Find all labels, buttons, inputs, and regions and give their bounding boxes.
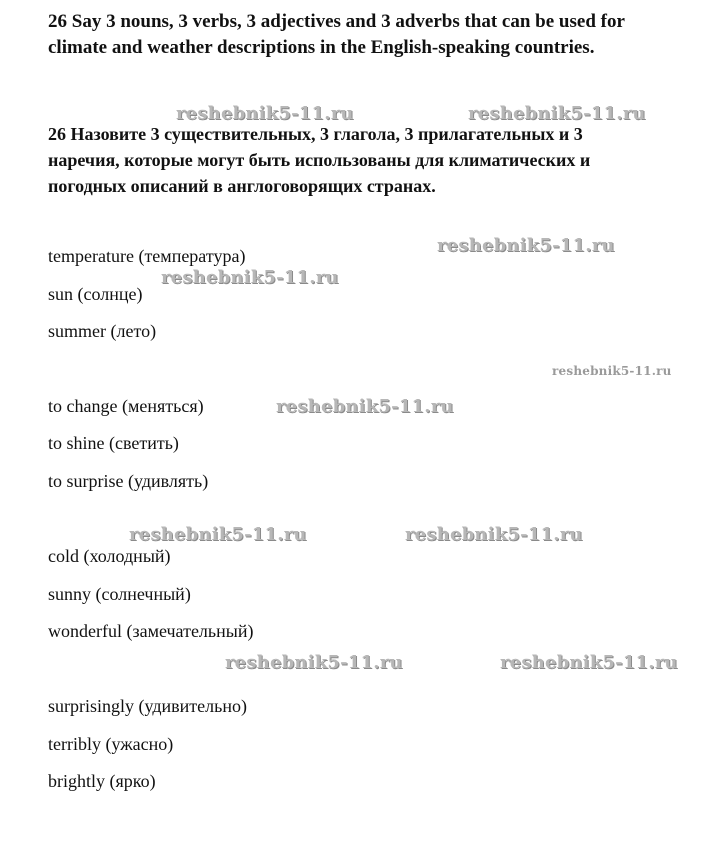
watermark: reshebnik5-11.ru [468,103,646,124]
noun-item-2: sun (солнце) [48,284,143,304]
heading-en-line-2: climate and weather descriptions in the English-speaking countries. [48,37,595,58]
watermark: reshebnik5-11.ru [276,396,454,417]
verb-item-1: to change (меняться) [48,396,204,416]
verb-item-3: to surprise (удивлять) [48,471,209,491]
watermark: reshebnik5-11.ru [225,652,403,673]
adjective-item-2: sunny (солнечный) [48,584,191,604]
adverb-item-1: surprisingly (удивительно) [48,696,247,716]
noun-item-1: temperature (температура) [48,246,246,266]
watermark: reshebnik5-11.ru [437,235,615,256]
watermark: reshebnik5-11.ru [500,652,678,673]
heading-en-line-1: 26 Say 3 nouns, 3 verbs, 3 adjectives and 3 adverbs that can be used for [48,11,625,32]
adverb-item-3: brightly (ярко) [48,771,156,791]
exercise-heading-russian [48,121,590,199]
adjective-item-1: cold (холодный) [48,546,171,566]
noun-item-3: summer (лето) [48,321,157,341]
heading-ru-line-3: погодных описаний в англоговорящих странах. [48,176,436,196]
watermark: reshebnik5-11.ru [552,364,672,378]
heading-ru-line-1: 26 Назовите 3 существительных, 3 глагола, 3 прилагательных и 3 [48,124,583,144]
watermark: reshebnik5-11.ru [161,267,339,288]
verb-item-2: to shine (светить) [48,433,179,453]
exercise-heading-english [48,9,625,61]
watermark: reshebnik5-11.ru [405,524,583,545]
watermark: reshebnik5-11.ru [129,524,307,545]
heading-ru-line-2: наречия, которые могут быть использованы для климатических и [48,150,591,170]
adjective-item-3: wonderful (замечательный) [48,621,254,641]
adverb-item-2: terribly (ужасно) [48,734,174,754]
watermark: reshebnik5-11.ru [176,103,354,124]
